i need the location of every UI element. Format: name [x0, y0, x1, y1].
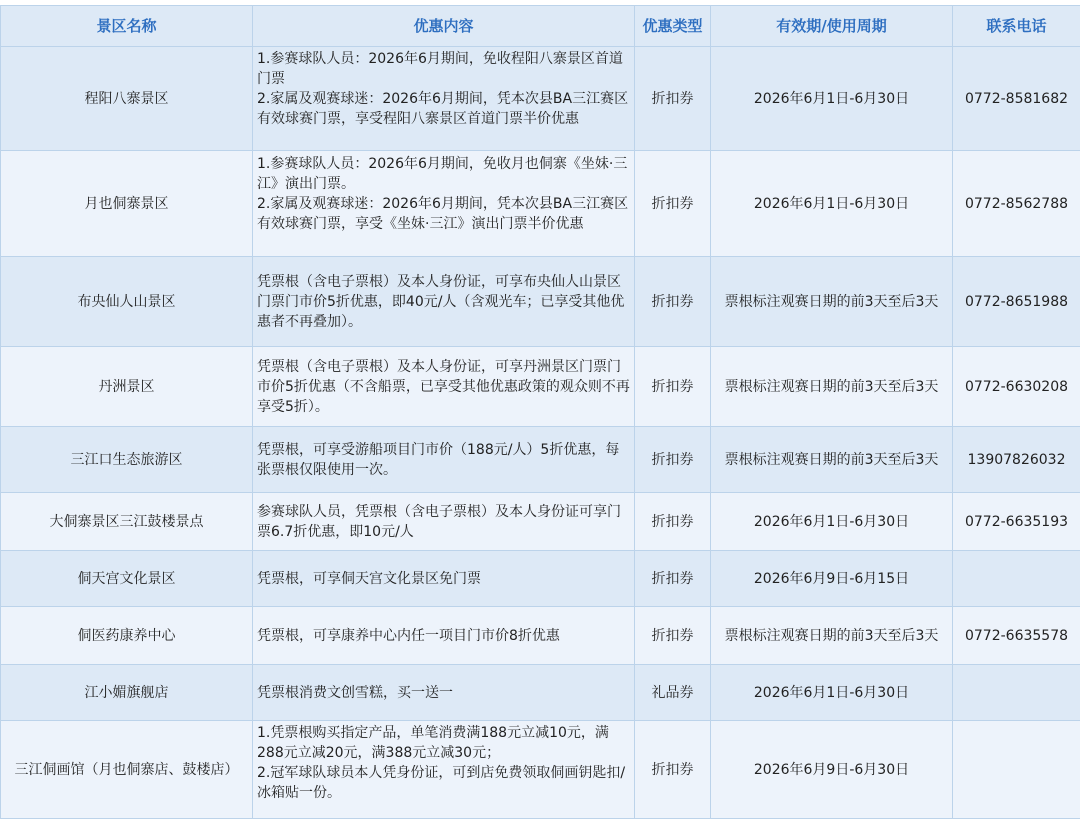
valid-period-cell: 2026年6月1日-6月30日 [711, 493, 953, 551]
offer-content-cell [253, 665, 635, 721]
phone-cell [953, 551, 1080, 607]
offer-type-cell: 折扣券 [635, 721, 711, 819]
content-line: 1.参赛球队人员：2026年6月期间，免收月也侗寨《坐妹·三江》演出门票。 [257, 154, 630, 194]
offer-type-cell: 折扣券 [635, 151, 711, 257]
phone-cell [953, 665, 1080, 721]
content-line: 凭票根，可享康养中心内任一项目门市价8折优惠 [257, 626, 630, 646]
phone-cell: 0772-6635193 [953, 493, 1080, 551]
content-line: 凭票根消费文创雪糕，买一送一 [257, 683, 630, 703]
phone-cell: 0772-8651988 [953, 257, 1080, 347]
table-row [1, 665, 1080, 721]
scenic-name-cell: 月也侗寨景区 [1, 151, 253, 257]
offer-type-cell: 折扣券 [635, 347, 711, 427]
scenic-name-cell: 大侗寨景区三江鼓楼景点 [1, 493, 253, 551]
scenic-name-cell: 丹洲景区 [1, 347, 253, 427]
scenic-name-cell: 布央仙人山景区 [1, 257, 253, 347]
offer-content-cell [253, 551, 635, 607]
offers-table [0, 5, 1080, 819]
scenic-name-cell: 三江口生态旅游区 [1, 427, 253, 493]
phone-cell: 13907826032 [953, 427, 1080, 493]
offer-content-cell [253, 47, 635, 151]
offer-type-cell: 折扣券 [635, 257, 711, 347]
offer-content-cell [253, 493, 635, 551]
table-row [1, 721, 1080, 819]
offer-type-cell: 折扣券 [635, 47, 711, 151]
phone-cell: 0772-6630208 [953, 347, 1080, 427]
header-offer-content: 优惠内容 [253, 6, 635, 47]
table-row [1, 347, 1080, 427]
offer-type-cell: 折扣券 [635, 427, 711, 493]
content-line: 2.冠军球队球员本人凭身份证，可到店免费领取侗画钥匙扣/冰箱贴一份。 [257, 763, 630, 803]
scenic-name-cell: 江小媚旗舰店 [1, 665, 253, 721]
content-line: 2.家属及观赛球迷：2026年6月期间，凭本次县BA三江赛区有效球赛门票，享受程阳八寨景区首道门票半价优惠 [257, 89, 630, 129]
table-row [1, 151, 1080, 257]
valid-period-cell: 2026年6月1日-6月30日 [711, 665, 953, 721]
content-line: 参赛球队人员，凭票根（含电子票根）及本人身份证可享门票6.7折优惠，即10元/人 [257, 502, 630, 542]
scenic-name-cell: 程阳八寨景区 [1, 47, 253, 151]
offer-type-cell: 折扣券 [635, 551, 711, 607]
header-offer-type: 优惠类型 [635, 6, 711, 47]
offer-content-cell [253, 257, 635, 347]
phone-cell: 0772-8581682 [953, 47, 1080, 151]
offer-type-cell: 折扣券 [635, 607, 711, 665]
header-scenic-name: 景区名称 [1, 6, 253, 47]
table-row [1, 47, 1080, 151]
valid-period-cell: 2026年6月9日-6月30日 [711, 721, 953, 819]
valid-period-cell: 票根标注观赛日期的前3天至后3天 [711, 257, 953, 347]
valid-period-cell: 票根标注观赛日期的前3天至后3天 [711, 427, 953, 493]
table-row [1, 607, 1080, 665]
offer-type-cell: 礼品券 [635, 665, 711, 721]
valid-period-cell: 2026年6月1日-6月30日 [711, 151, 953, 257]
phone-cell [953, 721, 1080, 819]
header-valid-period: 有效期/使用周期 [711, 6, 953, 47]
table-row [1, 493, 1080, 551]
valid-period-cell: 2026年6月1日-6月30日 [711, 47, 953, 151]
content-line: 1.凭票根购买指定产品，单笔消费满188元立减10元，满288元立减20元，满388元立减30元； [257, 723, 630, 763]
content-line: 凭票根，可享侗天宫文化景区免门票 [257, 569, 630, 589]
content-line: 凭票根，可享受游船项目门市价（188元/人）5折优惠，每张票根仅限使用一次。 [257, 440, 630, 480]
scenic-name-cell: 三江侗画馆（月也侗寨店、鼓楼店） [1, 721, 253, 819]
offer-content-cell [253, 721, 635, 819]
valid-period-cell: 票根标注观赛日期的前3天至后3天 [711, 347, 953, 427]
content-line: 2.家属及观赛球迷：2026年6月期间，凭本次县BA三江赛区有效球赛门票，享受《坐妹·三江》演出门票半价优惠 [257, 194, 630, 234]
content-line: 凭票根（含电子票根）及本人身份证，可享布央仙人山景区门票门市价5折优惠，即40元/人（含观光车；已享受其他优惠者不再叠加）。 [257, 272, 630, 332]
valid-period-cell: 2026年6月9日-6月15日 [711, 551, 953, 607]
offer-content-cell [253, 427, 635, 493]
table-row [1, 551, 1080, 607]
content-line: 1.参赛球队人员：2026年6月期间，免收程阳八寨景区首道门票 [257, 49, 630, 89]
valid-period-cell: 票根标注观赛日期的前3天至后3天 [711, 607, 953, 665]
offer-content-cell [253, 347, 635, 427]
scenic-name-cell: 侗医药康养中心 [1, 607, 253, 665]
offer-content-cell [253, 607, 635, 665]
table-row [1, 427, 1080, 493]
content-line: 凭票根（含电子票根）及本人身份证，可享丹洲景区门票门市价5折优惠（不含船票，已享受其他优惠政策的观众则不再享受5折）。 [257, 357, 630, 417]
phone-cell: 0772-6635578 [953, 607, 1080, 665]
table-header-row [1, 6, 1080, 47]
table-row [1, 257, 1080, 347]
phone-cell: 0772-8562788 [953, 151, 1080, 257]
offer-content-cell [253, 151, 635, 257]
offer-type-cell: 折扣券 [635, 493, 711, 551]
scenic-name-cell: 侗天宫文化景区 [1, 551, 253, 607]
header-phone: 联系电话 [953, 6, 1080, 47]
